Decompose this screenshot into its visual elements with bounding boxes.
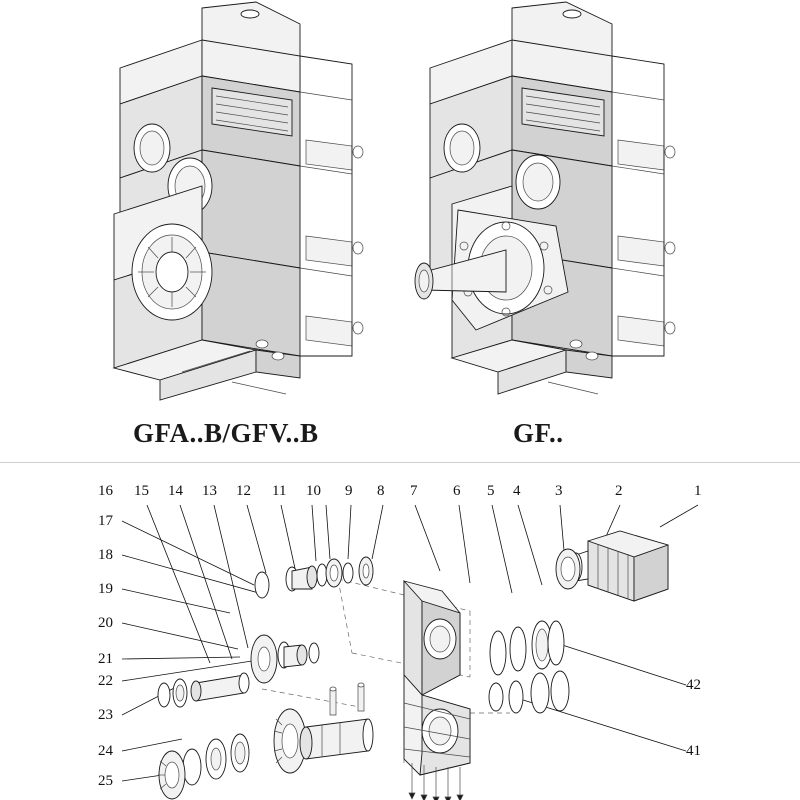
- callout-16: 16: [98, 483, 113, 499]
- callout-24: 24: [98, 743, 113, 759]
- callout-9: 9: [345, 483, 353, 499]
- callout-1: 1: [694, 483, 702, 499]
- callout-22: 22: [98, 673, 113, 689]
- exploded-assembly-view: [0, 463, 800, 800]
- callout-21: 21: [98, 651, 113, 667]
- callout-14: 14: [168, 483, 183, 499]
- callout-17: 17: [98, 513, 113, 529]
- gearbox-drawing-right: [415, 2, 675, 394]
- housing-part: [404, 581, 470, 775]
- callout-41: 41: [686, 743, 701, 759]
- gearbox-drawing-left: [114, 2, 363, 400]
- exploded-view-svg: [0, 463, 800, 800]
- callout-11: 11: [272, 483, 287, 499]
- callout-5: 5: [487, 483, 495, 499]
- callout-4: 4: [513, 483, 521, 499]
- caption-gf: GF..: [513, 418, 564, 448]
- callout-42: 42: [686, 677, 701, 693]
- motor-part: [556, 531, 668, 601]
- caption-gfab-gfvb: GFA..B/GFV..B: [133, 418, 319, 448]
- callout-15: 15: [134, 483, 149, 499]
- callout-20: 20: [98, 615, 113, 631]
- callout-23: 23: [98, 707, 113, 723]
- callout-10: 10: [306, 483, 321, 499]
- callout-3: 3: [555, 483, 563, 499]
- callout-2: 2: [615, 483, 623, 499]
- shaft-cluster-mid: [158, 635, 319, 707]
- callout-19: 19: [98, 581, 113, 597]
- callout-13: 13: [202, 483, 217, 499]
- ring-parts: [489, 621, 569, 713]
- callout-8: 8: [377, 483, 385, 499]
- callout-6: 6: [453, 483, 461, 499]
- shaft-cluster-top: [255, 557, 373, 598]
- callout-7: 7: [410, 483, 418, 499]
- callout-18: 18: [98, 547, 113, 563]
- callout-25: 25: [98, 773, 113, 789]
- callout-12: 12: [236, 483, 251, 499]
